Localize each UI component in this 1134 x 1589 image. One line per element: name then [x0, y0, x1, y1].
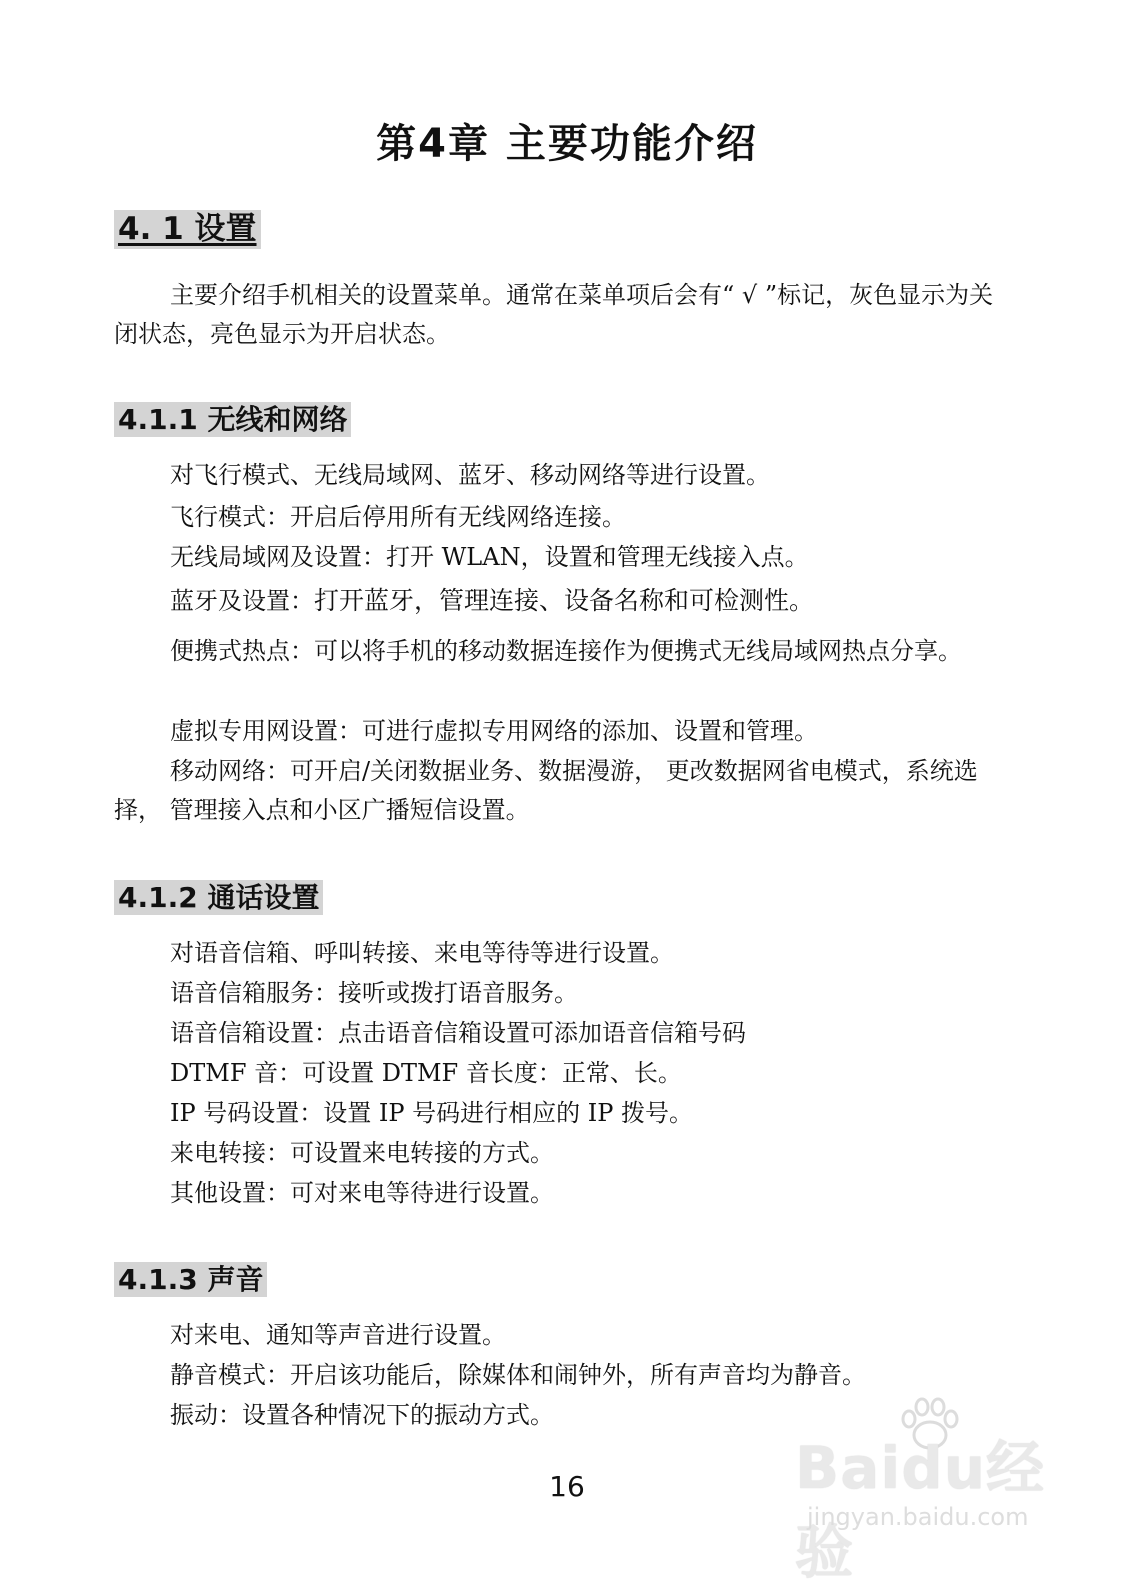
page-number: 16: [549, 1470, 585, 1503]
wireless-line: 对飞行模式、无线局域网、蓝牙、移动网络等进行设置。: [170, 461, 770, 489]
call-line: 其他设置：可对来电等待进行设置。: [170, 1179, 554, 1207]
subsection-heading-wireless: 4.1.1 无线和网络: [114, 402, 351, 437]
wireless-line: 飞行模式：开启后停用所有无线网络连接。: [170, 503, 626, 531]
call-line: 语音信箱设置：点击语音信箱设置可添加语音信箱号码: [170, 1019, 746, 1047]
watermark-url: jingyan.baidu.com: [807, 1503, 1029, 1531]
call-line: DTMF 音：可设置 DTMF 音长度：正常、长。: [170, 1059, 682, 1087]
call-line: IP 号码设置：设置 IP 号码进行相应的 IP 拨号。: [170, 1099, 694, 1127]
section-heading-settings: 4. 1 设置: [114, 210, 261, 249]
sound-line: 对来电、通知等声音进行设置。: [170, 1321, 506, 1349]
subsection-heading-call: 4.1.2 通话设置: [114, 880, 323, 915]
call-line: 对语音信箱、呼叫转接、来电等待等进行设置。: [170, 939, 674, 967]
wireless-line: 无线局域网及设置：打开 WLAN，设置和管理无线接入点。: [170, 543, 809, 571]
bluetooth-label: 蓝牙及设置：: [170, 587, 314, 615]
bluetooth-text: 打开蓝牙，管理连接、设备名称和可检测性。: [314, 586, 815, 615]
baidu-watermark: [795, 1395, 1095, 1586]
vpn-line: 虚拟专用网设置：可进行虚拟专用网络的添加、设置和管理。: [170, 717, 818, 745]
call-line: 来电转接：可设置来电转接的方式。: [170, 1139, 554, 1167]
subsection-heading-sound: 4.1.3 声音: [114, 1262, 267, 1297]
bluetooth-line: [170, 584, 814, 618]
sound-line: 静音模式：开启该功能后，除媒体和闹钟外，所有声音均为静音。: [170, 1361, 866, 1389]
call-line: 语音信箱服务：接听或拨打语音服务。: [170, 979, 578, 1007]
hotspot-paragraph: 便携式热点：可以将手机的移动数据连接作为便携式无线局域网热点分享。: [170, 637, 962, 665]
watermark-logo: Baidu经验: [795, 1434, 1046, 1586]
chapter-title: 第4章 主要功能介绍: [376, 121, 758, 167]
mobile-network-paragraph: 移动网络：可开启/关闭数据业务、数据漫游， 更改数据网省电模式，系统选择， 管理接入点和小区广播短信设置。: [114, 757, 978, 824]
sound-line: 振动：设置各种情况下的振动方式。: [170, 1401, 554, 1429]
section-intro-paragraph: 主要介绍手机相关的设置菜单。通常在菜单项后会有“ √ ”标记，灰色显示为关闭状态，亮色显示为开启状态。: [114, 281, 994, 348]
